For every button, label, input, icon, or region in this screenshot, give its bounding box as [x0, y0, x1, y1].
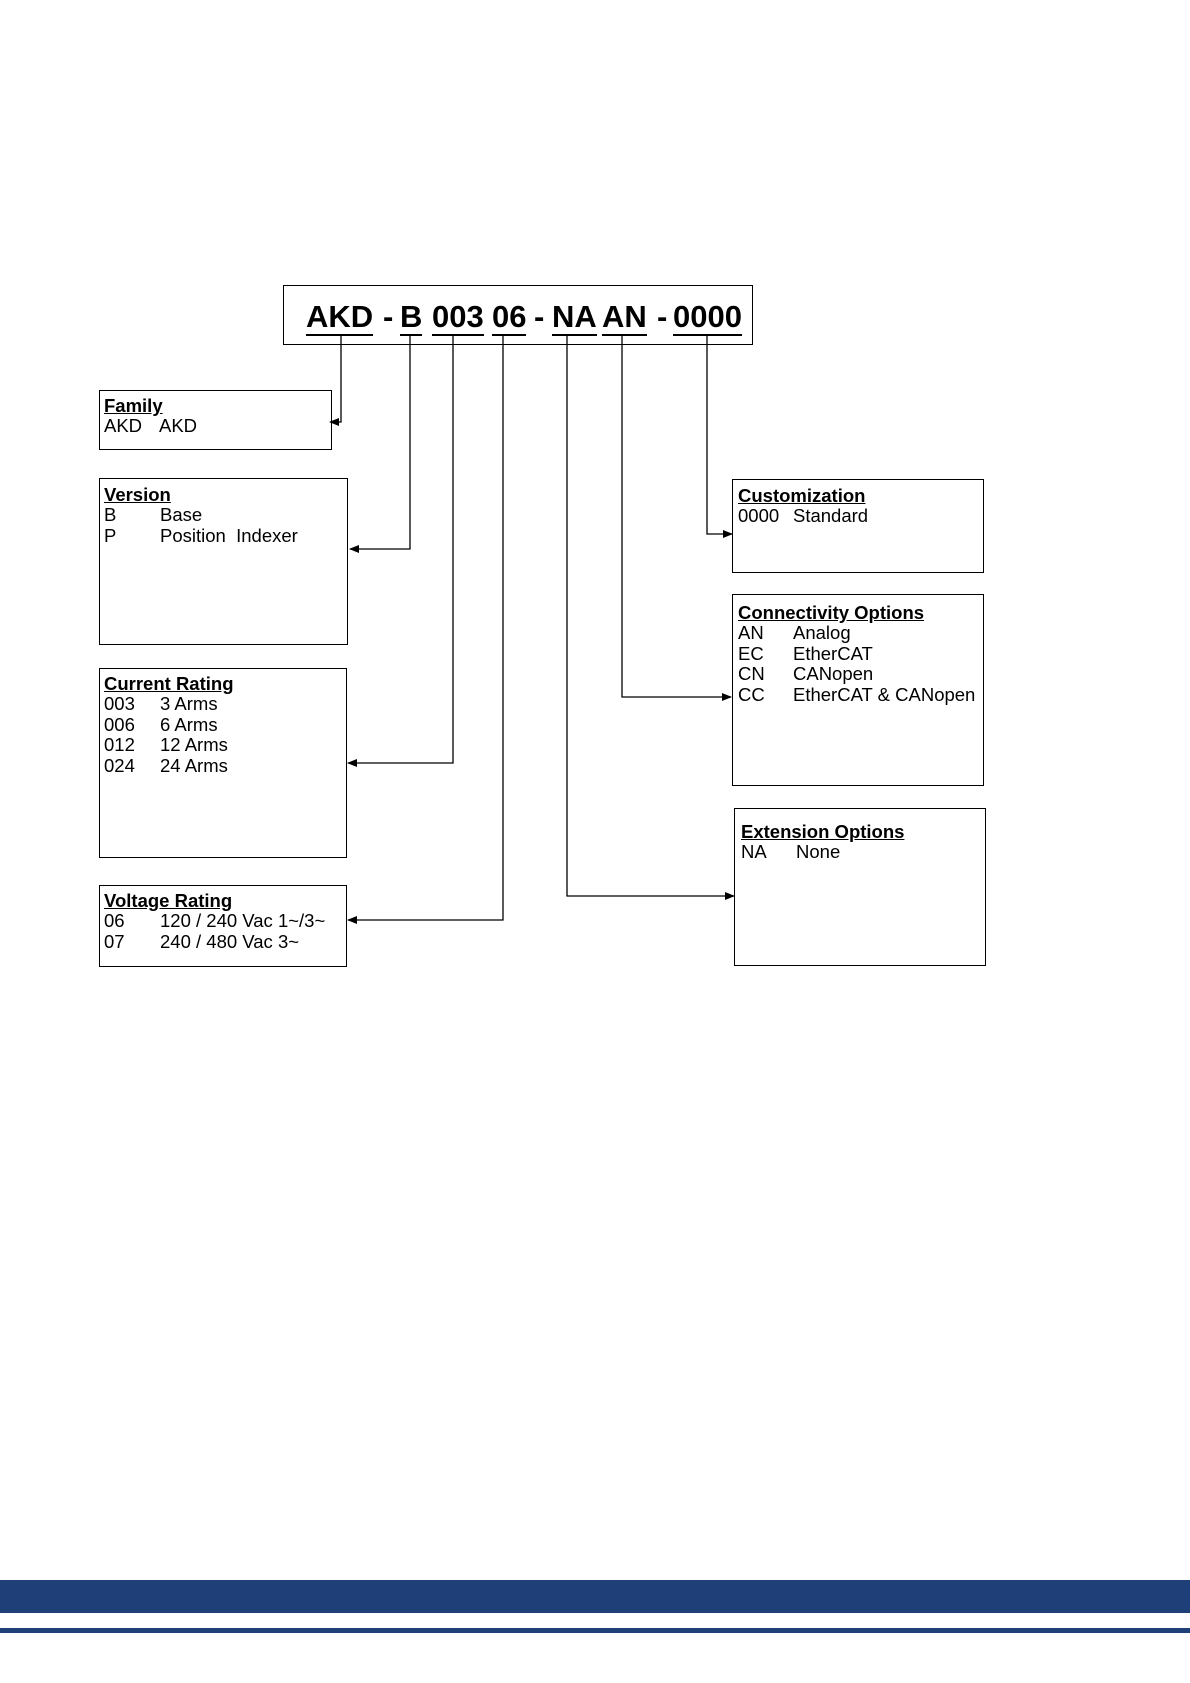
- part-code-voltage-rating: 06: [492, 299, 527, 334]
- connector-connectivity-options: [622, 334, 731, 697]
- option-description: None: [796, 841, 841, 862]
- list-item: [104, 735, 342, 756]
- family-title: Family: [104, 395, 163, 416]
- part-code-separator: -: [534, 299, 545, 334]
- list-item: [104, 715, 342, 736]
- option-code: 012: [104, 734, 135, 755]
- voltage-rating-title: Voltage Rating: [104, 890, 233, 911]
- option-description: AKD: [159, 415, 198, 436]
- list-item: [738, 506, 978, 527]
- connector-version: [350, 334, 410, 549]
- option-code: CC: [738, 683, 765, 705]
- part-code-box: [283, 285, 753, 345]
- list-item: [104, 526, 343, 547]
- version-box: [99, 478, 348, 645]
- option-description: Base: [160, 504, 203, 525]
- current-rating-box: [99, 668, 347, 858]
- part-code-separator: -: [657, 299, 668, 334]
- option-description: Standard: [793, 505, 869, 526]
- list-item: [104, 416, 327, 437]
- option-code: 003: [104, 693, 135, 714]
- option-code: B: [104, 504, 117, 525]
- part-code-connectivity: AN: [602, 299, 647, 334]
- list-item: [738, 623, 978, 644]
- connectivity-options-title: Connectivity Options: [738, 602, 925, 623]
- extension-options-box: [734, 808, 986, 966]
- option-code: AKD: [104, 415, 143, 436]
- customization-title: Customization: [738, 485, 866, 506]
- voltage-rating-box: [99, 885, 347, 967]
- list-item: [104, 756, 342, 777]
- part-code-current-rating: 003: [432, 299, 484, 334]
- list-item: [738, 664, 978, 685]
- option-description: 3 Arms: [160, 693, 218, 714]
- part-code-family: AKD: [306, 299, 374, 334]
- customization-box: [732, 479, 984, 573]
- part-code-separator: -: [383, 299, 394, 334]
- option-description: Position Indexer: [160, 524, 298, 546]
- list-item: [104, 505, 343, 526]
- connector-voltage-rating: [348, 334, 503, 920]
- part-code-version: B: [400, 299, 423, 334]
- list-item: [741, 842, 979, 863]
- option-description: EtherCAT & CANopen: [793, 683, 976, 705]
- option-description: 240 / 480 Vac 3~: [160, 930, 300, 952]
- option-code: CN: [738, 663, 765, 684]
- option-description: 24 Arms: [160, 754, 228, 776]
- option-code: EC: [738, 642, 764, 664]
- option-code: 06: [104, 910, 125, 931]
- part-code-extension: NA: [552, 299, 597, 334]
- option-description: 120 / 240 Vac 1~/3~: [160, 910, 326, 931]
- option-description: 6 Arms: [160, 713, 218, 735]
- extension-options-title: Extension Options: [741, 821, 905, 842]
- connector-customization: [707, 334, 732, 534]
- footer-line: [0, 1628, 1190, 1633]
- option-code: 006: [104, 713, 135, 735]
- version-title: Version: [104, 484, 171, 505]
- list-item: [104, 932, 342, 953]
- footer-bar: [0, 1580, 1190, 1613]
- option-code: 024: [104, 754, 135, 776]
- option-code: AN: [738, 622, 764, 643]
- option-code: 07: [104, 930, 125, 952]
- option-description: EtherCAT: [793, 642, 873, 664]
- current-rating-title: Current Rating: [104, 673, 234, 694]
- option-description: 12 Arms: [160, 734, 228, 755]
- option-description: CANopen: [793, 663, 874, 684]
- list-item: [738, 685, 978, 706]
- part-code-customization: 0000: [673, 299, 742, 334]
- family-box: [99, 390, 332, 450]
- option-code: 0000: [738, 505, 780, 526]
- list-item: [738, 644, 978, 665]
- option-description: Analog: [793, 622, 851, 643]
- list-item: [104, 911, 342, 932]
- connector-extension-options: [567, 334, 734, 896]
- option-code: P: [104, 524, 117, 546]
- connectivity-options-box: [732, 594, 984, 786]
- list-item: [104, 694, 342, 715]
- option-code: NA: [741, 841, 767, 862]
